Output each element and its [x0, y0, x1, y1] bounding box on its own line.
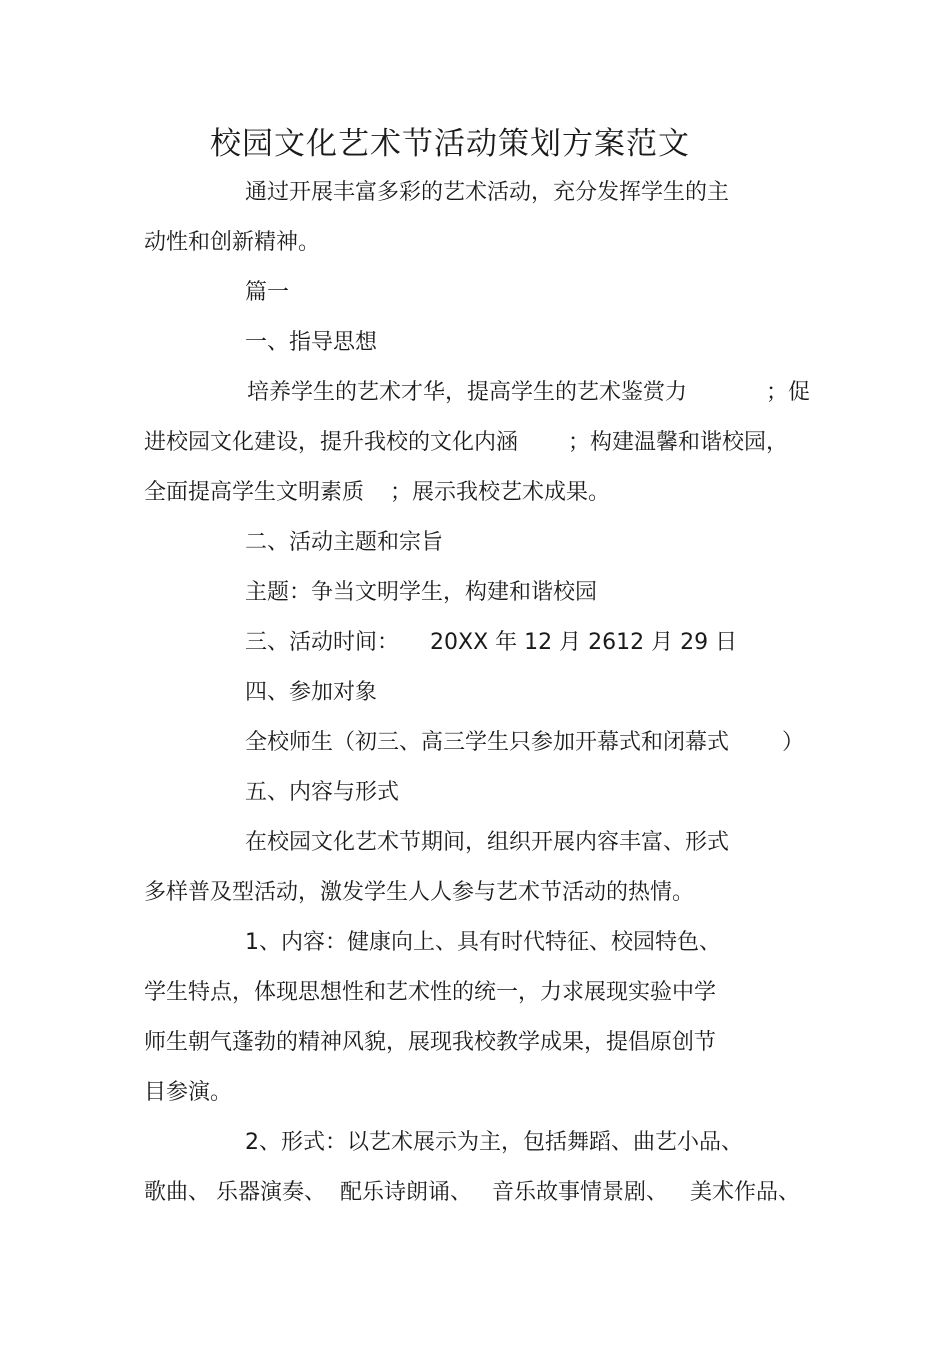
text-line: 美术作品、: [690, 1180, 801, 1205]
text-line: 音乐故事情景剧、: [492, 1180, 669, 1205]
activity-date: 20XX 年 12 月 2612 月 29 日: [430, 630, 738, 655]
section-heading: 二、活动主题和宗旨: [245, 530, 444, 555]
text-line: 在校园文化艺术节期间，组织开展内容丰富、形式: [245, 830, 730, 855]
text-line: 培养学生的艺术才华，提高学生的艺术鉴赏力: [247, 380, 688, 405]
text-line: 2、形式：以艺术展示为主，包括舞蹈、曲艺小品、: [245, 1130, 743, 1155]
text-line: 1、内容：健康向上、具有时代特征、校园特色、: [245, 930, 721, 955]
text-line: 通过开展丰富多彩的艺术活动，充分发挥学生的主: [245, 180, 730, 205]
text-line: 进校园文化建设，提升我校的文化内涵: [144, 430, 519, 455]
text-line: 动性和创新精神。: [144, 230, 321, 255]
text-line: ；促: [766, 380, 811, 405]
section-heading: 一、指导思想: [245, 330, 378, 355]
text-line: 多样普及型活动，激发学生人人参与艺术节活动的热情。: [144, 880, 695, 905]
text-line: 全面提高学生文明素质: [144, 480, 365, 505]
text-line: 师生朝气蓬勃的精神风貌，展现我校教学成果，提倡原创节: [144, 1030, 717, 1055]
text-line: 目参演。: [144, 1080, 233, 1105]
section-heading: 四、参加对象: [245, 680, 378, 705]
text-line: 全校师生（初三、高三学生只参加开幕式和闭幕式: [245, 730, 730, 755]
text-line: 乐器演奏、: [216, 1180, 327, 1205]
text-line: ；展示我校艺术成果。: [390, 480, 611, 505]
document-title: 校园文化艺术节活动策划方案范文: [210, 126, 690, 162]
section-heading: 五、内容与形式: [245, 780, 400, 805]
text-line: ；构建温馨和谐校园，: [568, 430, 789, 455]
section-heading: 三、活动时间：: [245, 630, 400, 655]
text-line: 主题：争当文明学生，构建和谐校园: [245, 580, 598, 605]
text-line: ）: [782, 730, 805, 755]
text-line: 学生特点，体现思想性和艺术性的统一，力求展现实验中学: [144, 980, 717, 1005]
text-line: 配乐诗朗诵、: [340, 1180, 473, 1205]
text-line: 歌曲、: [144, 1180, 211, 1205]
section-heading: 篇一: [245, 280, 290, 305]
